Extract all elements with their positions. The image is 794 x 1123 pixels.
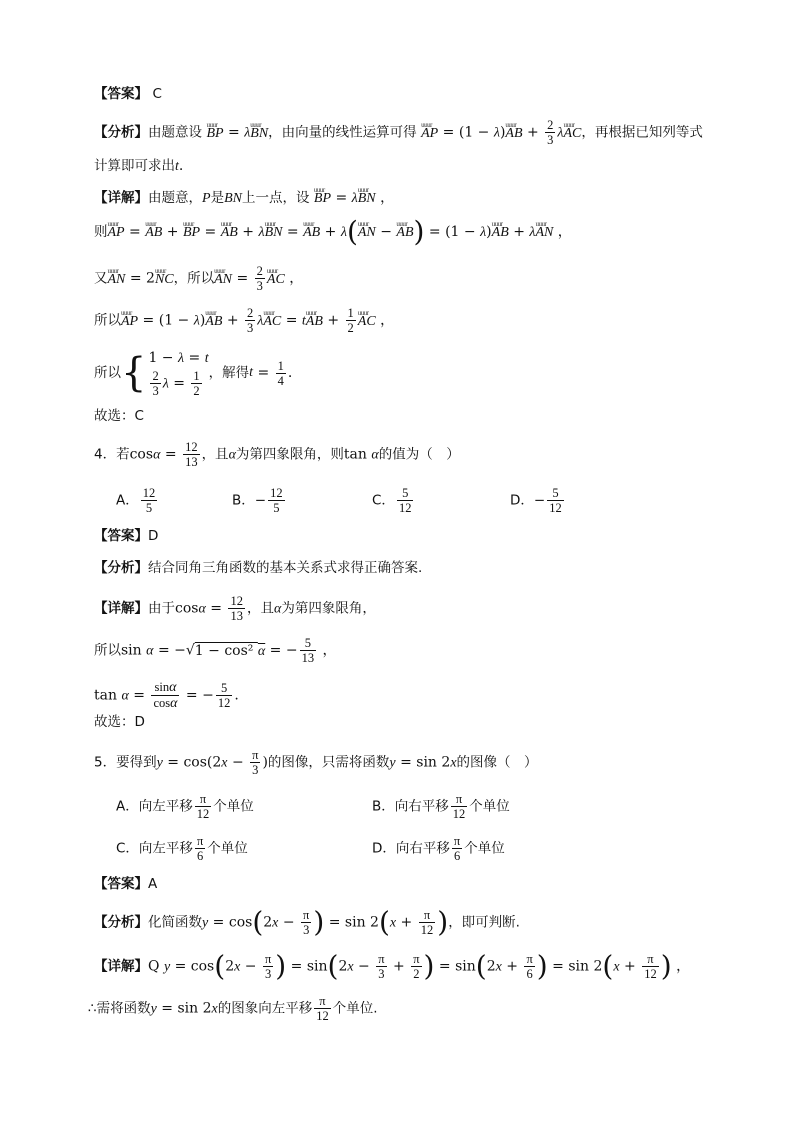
- option-label: C．: [372, 492, 395, 509]
- answer-value: D: [148, 528, 159, 544]
- detail-text: 由题意，: [148, 190, 202, 206]
- detail-tag: 【详解】: [94, 600, 148, 617]
- choose-text: 故选：D: [94, 714, 145, 730]
- option-label: D．: [510, 492, 534, 509]
- detail-text: 上一点，设: [241, 190, 310, 206]
- option-tail: 个单位: [213, 798, 254, 815]
- detail-text: 所以: [94, 642, 121, 659]
- conclusion-text: 个单位.: [332, 1000, 378, 1017]
- option-num: 5: [397, 486, 414, 501]
- answer-tag: 【答案】: [94, 528, 148, 544]
- option-den: 12: [452, 807, 466, 821]
- analysis-tag: 【分析】: [94, 124, 148, 141]
- option-den: 12: [196, 807, 210, 821]
- q5-stem: 5．要得到y = cos(2x − $\frac{\pi}{3}$ )的图像，只需将函数y = sin 2x的图像（ ）: [94, 748, 538, 777]
- analysis-text: ，再根据已知列等式: [581, 124, 703, 141]
- detail-text: ，解得: [208, 365, 250, 381]
- q4-detail-3: tan α = $\frac{\sin\alpha}{\cos\alpha}$ = − $\frac{5}{12}$ .: [94, 680, 239, 711]
- q3-analysis: 【分析】由题意设 uuur BP = λuuur BN，由向量的线性运算可得 uuur AP = (1 − λ)uuur AB + $\frac{2}{3}$ λuuur AC，再根据已知列等式: [94, 118, 703, 147]
- question-stem: 的图像（ ）: [456, 754, 538, 771]
- conclusion-text: 的图象向左平移: [217, 1000, 313, 1017]
- q5-option-b[interactable]: [372, 792, 510, 821]
- analysis-tag: 【分析】: [94, 560, 148, 576]
- q4-detail-2: 所以sin α = −√1 − cos² α = − $\frac{5}{13}$ ，: [94, 636, 337, 665]
- answer-tag: 【答案】: [94, 86, 148, 102]
- q4-choose: [94, 712, 145, 732]
- answer-tag: 【答案】: [94, 876, 148, 892]
- option-den: 5: [273, 501, 280, 515]
- q4-detail-1: 【详解】由于cosα = $\frac{12}{13}$ ，且α为第四象限角，: [94, 594, 376, 623]
- q3-detail-5: 所以{ 1 − λ = t $\frac{2}{3}$ λ = $\frac{1}{2}$ ，解得t = $\frac{1}{4}$ .: [94, 350, 293, 398]
- q3-detail-2: 则uuur AP = uuur AB + uuur BP = uuur AB + λuuur BN = uuur AB + λ(uuur AN − uuur AB) = (1 − λ)uuur AB + λuuur AN ，: [94, 222, 572, 243]
- option-tail: 个单位: [207, 840, 248, 857]
- option-label: C．向左平移: [116, 840, 193, 857]
- q5-conclusion: ∴需将函数y = sin 2x的图象向左平移 $\frac{\pi}{12}$ 个单位.: [88, 994, 378, 1023]
- question-stem: 4．若: [94, 446, 130, 463]
- q4-option-b[interactable]: [232, 486, 287, 515]
- q5-analysis: 【分析】化简函数y = cos(2x − $\frac{\pi}{3}$ ) = sin 2(x + $\frac{\pi}{12}$ )，即可判断.: [94, 905, 520, 939]
- q3-detail-3: 又uuur AN = 2uuur NC，所以uuur AN = $\frac{2}{3}$ uuur AC ，: [94, 264, 303, 293]
- option-tail: 个单位: [464, 840, 505, 857]
- q4-option-d[interactable]: [510, 486, 566, 515]
- question-stem: ，且: [201, 446, 229, 463]
- q4-option-c[interactable]: [372, 486, 415, 515]
- analysis-text: ，即可判断.: [448, 914, 520, 931]
- q5-option-c[interactable]: [116, 834, 248, 863]
- option-num: 12: [142, 486, 156, 500]
- q3-detail-4: 所以uuur AP = (1 − λ)uuur AB + $\frac{2}{3}$ λuuur AC = tuuur AB + $\frac{1}{2}$ uuur AC ，: [94, 306, 394, 335]
- option-label: A．向左平移: [116, 798, 193, 815]
- question-stem: 的值为（ ）: [378, 446, 460, 463]
- q4-option-a[interactable]: [116, 486, 159, 515]
- analysis-text: ，由向量的线性运算可得: [268, 124, 417, 141]
- option-den: 6: [196, 849, 204, 863]
- analysis-text: 计算即可求出: [94, 158, 175, 174]
- q3-answer: [94, 84, 162, 104]
- detail-text: ，所以: [173, 270, 215, 287]
- detail-text: 为第四象限角，: [281, 600, 376, 617]
- detail-text: Q: [148, 958, 160, 975]
- detail-text: 所以: [94, 312, 121, 329]
- answer-value: C: [152, 86, 162, 102]
- option-den: 5: [145, 501, 153, 515]
- question-stem: 5．要得到: [94, 754, 157, 771]
- detail-text: 由于: [148, 600, 175, 617]
- option-label: B．向右平移: [372, 798, 449, 815]
- detail-tag: 【详解】: [94, 958, 148, 975]
- option-num: π: [195, 792, 212, 807]
- option-tail: 个单位: [469, 798, 510, 815]
- option-den: 12: [549, 501, 562, 515]
- detail-tag: 【详解】: [94, 190, 148, 206]
- detail-text: 是: [210, 190, 225, 206]
- conclusion-text: ∴需将函数: [88, 1000, 151, 1017]
- detail-text: 所以: [94, 365, 121, 381]
- option-label: D．向右平移: [372, 840, 450, 857]
- q5-detail: 【详解】Q y = cos(2x − $\frac{\pi}{3}$ ) = sin(2x − $\frac{\pi}{3}$ + $\frac{\pi}{2}$ ) = sin(2x + $\frac{\pi}{6}$ ) = sin 2(x + $\frac{\pi}{12}$ ) ，: [94, 949, 691, 983]
- question-stem: 的图像，只需将函数: [267, 754, 390, 771]
- q5-option-d[interactable]: [372, 834, 505, 863]
- q4-answer: [94, 526, 158, 546]
- q3-analysis-cont: 计算即可求出t.: [94, 158, 184, 174]
- analysis-text: 结合同角三角函数的基本关系式求得正确答案.: [148, 560, 423, 576]
- option-label: A．: [116, 492, 139, 509]
- option-den: 6: [453, 849, 461, 863]
- option-num: π: [453, 834, 461, 848]
- q3-detail-1: 【详解】由题意，P是BN上一点，设 uuur BP = λuuur BN ，: [94, 188, 394, 209]
- q5-option-a[interactable]: [116, 792, 254, 821]
- answer-value: A: [148, 876, 158, 892]
- detail-text: 则: [94, 224, 108, 240]
- option-den: 12: [398, 501, 412, 515]
- option-sign: −: [254, 492, 267, 509]
- question-stem: 为第四象限角，则: [235, 446, 344, 463]
- option-sign: −: [533, 492, 546, 509]
- detail-text: 又: [94, 270, 108, 287]
- option-num: 5: [547, 486, 564, 501]
- option-label: B．: [232, 492, 255, 509]
- choose-text: 故选：C: [94, 408, 144, 424]
- option-num: π: [196, 834, 204, 848]
- q3-choose: [94, 406, 144, 426]
- detail-text: ，且: [246, 600, 274, 617]
- q5-answer: [94, 874, 157, 894]
- analysis-text: 由题意设: [148, 124, 202, 141]
- q4-stem: 4．若cosα = $\frac{12}{13}$ ，且α为第四象限角，则tan α的值为（ ）: [94, 440, 460, 469]
- analysis-tag: 【分析】: [94, 914, 148, 931]
- analysis-text: 化简函数: [148, 914, 202, 931]
- option-num: 12: [270, 486, 283, 500]
- option-num: π: [451, 792, 468, 807]
- q4-analysis: [94, 558, 422, 578]
